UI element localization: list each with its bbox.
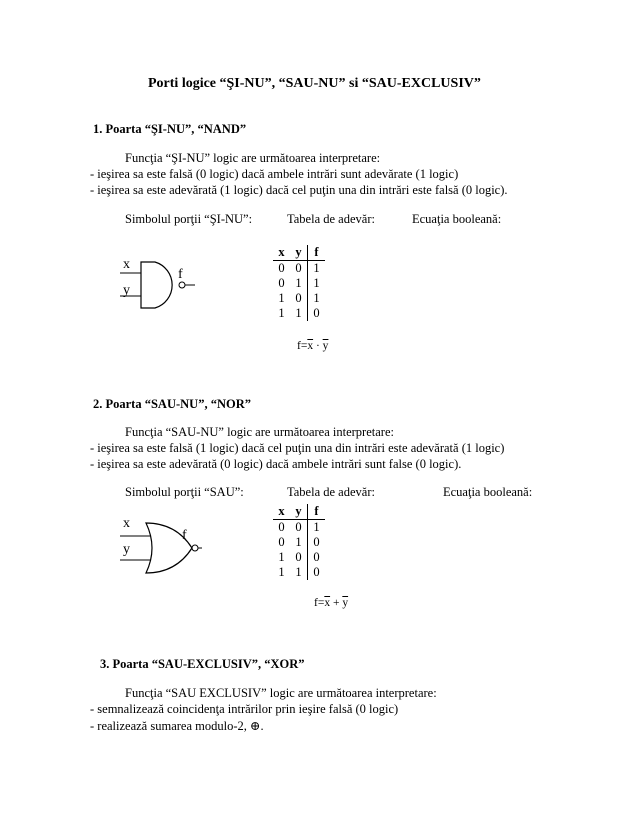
cell: 1: [278, 550, 285, 564]
cell: 0: [278, 520, 285, 534]
nand-input-x: x: [123, 257, 130, 272]
xor-line1: - semnalizează coincidenţa intrărilor prin ieşire falsă (0 logic): [90, 702, 399, 716]
cell: 1: [278, 291, 285, 305]
cell: 0: [278, 261, 285, 275]
cell: 0: [278, 535, 285, 549]
cell: 0: [278, 276, 285, 290]
table-header-row: [273, 245, 325, 261]
cell: 0: [313, 550, 320, 564]
nor-heading: 2. Poarta “SAU-NU”, “NOR”: [93, 397, 251, 411]
nor-truth-table: [273, 504, 325, 580]
cell: 1: [290, 535, 308, 550]
nand-equation-label: Ecuaţia booleană:: [412, 212, 502, 226]
cell: 0: [313, 565, 320, 579]
nor-table-label: Tabela de adevăr:: [287, 485, 375, 499]
table-row: [273, 535, 325, 550]
nor-equation-label: Ecuaţia booleană:: [443, 485, 533, 499]
cell: 0: [313, 306, 320, 320]
cell: 0: [290, 291, 308, 306]
cell: 1: [313, 520, 320, 534]
equation-lhs: f=: [297, 340, 308, 352]
header-y: y: [290, 504, 308, 520]
cell: 0: [290, 520, 308, 536]
table-row: [273, 276, 325, 291]
cell: 1: [290, 565, 308, 580]
equation-y-bar: $\overline{y}$: [342, 597, 349, 609]
nor-line1: - ieşirea sa este falsă (1 logic) dacă cel puţin una din intrări este adevărată (1 logic): [90, 441, 505, 455]
table-row: [273, 261, 325, 277]
nand-line1: - ieşirea sa este falsă (0 logic) dacă ambele intrări sunt adevărate (1 logic): [90, 167, 459, 181]
xor-line2: - realizează sumarea modulo-2, ⊕.: [90, 719, 264, 733]
equation-x-bar: $\overline{x}$: [307, 340, 314, 352]
nor-equation: [314, 597, 348, 609]
table-row: [273, 291, 325, 306]
nand-table-label: Tabela de adevăr:: [287, 212, 375, 226]
cell: 0: [313, 535, 320, 549]
header-f: f: [308, 504, 326, 520]
nand-symbol-label: Simbolul porţii “ŞI-NU”:: [125, 212, 253, 226]
header-x: x: [273, 245, 290, 261]
nand-heading: 1. Poarta “ŞI-NU”, “NAND”: [93, 122, 247, 136]
nor-input-x: x: [123, 516, 130, 531]
table-header-row: [273, 504, 325, 520]
nor-line2: - ieşirea sa este adevărată (0 logic) dacă ambele intrări sunt false (0 logic).: [90, 457, 462, 471]
cell: 1: [290, 306, 308, 321]
nor-intro: Funcţia “SAU-NU” logic are următoarea interpretare:: [125, 425, 394, 439]
cell: 0: [290, 550, 308, 565]
equation-y-bar: $\overline{y}$: [322, 340, 329, 352]
nand-input-y: y: [123, 283, 130, 298]
cell: 1: [313, 291, 320, 305]
header-y: y: [290, 245, 308, 261]
header-x: x: [273, 504, 290, 520]
nand-truth-table: [273, 245, 325, 321]
table-row: [273, 520, 325, 536]
nor-input-y: y: [123, 542, 130, 557]
nand-line2: - ieşirea sa este adevărată (1 logic) dacă cel puţin una din intrări este falsă (0 logic).: [90, 183, 508, 197]
equation-lhs: f=: [314, 597, 325, 609]
xor-heading: 3. Poarta “SAU-EXCLUSIV”, “XOR”: [100, 657, 305, 671]
equation-operator: ·: [313, 340, 323, 352]
cell: 1: [290, 276, 308, 291]
equation-x-bar: $\overline{x}$: [324, 597, 331, 609]
cell: 1: [313, 276, 320, 290]
table-row: [273, 565, 325, 580]
table-row: [273, 550, 325, 565]
nand-equation: [297, 340, 328, 352]
table-row: [273, 306, 325, 321]
cell: 1: [278, 565, 285, 579]
nor-output-f: f: [182, 528, 187, 543]
equation-operator: +: [330, 597, 343, 609]
cell: 1: [313, 261, 320, 275]
nor-gate-symbol: [118, 520, 202, 580]
nand-intro: Funcţia “ŞI-NU” logic are următoarea interpretare:: [125, 151, 381, 165]
xor-intro: Funcţia “SAU EXCLUSIV” logic are următoarea interpretare:: [125, 686, 437, 700]
cell: 1: [278, 306, 285, 320]
header-f: f: [308, 245, 326, 261]
cell: 0: [290, 261, 308, 277]
nor-symbol-label: Simbolul porţii “SAU”:: [125, 485, 244, 499]
page-title: Porti logice “ŞI-NU”, “SAU-NU” si “SAU-EXCLUSIV”: [148, 76, 481, 91]
nand-output-f: f: [178, 267, 183, 282]
